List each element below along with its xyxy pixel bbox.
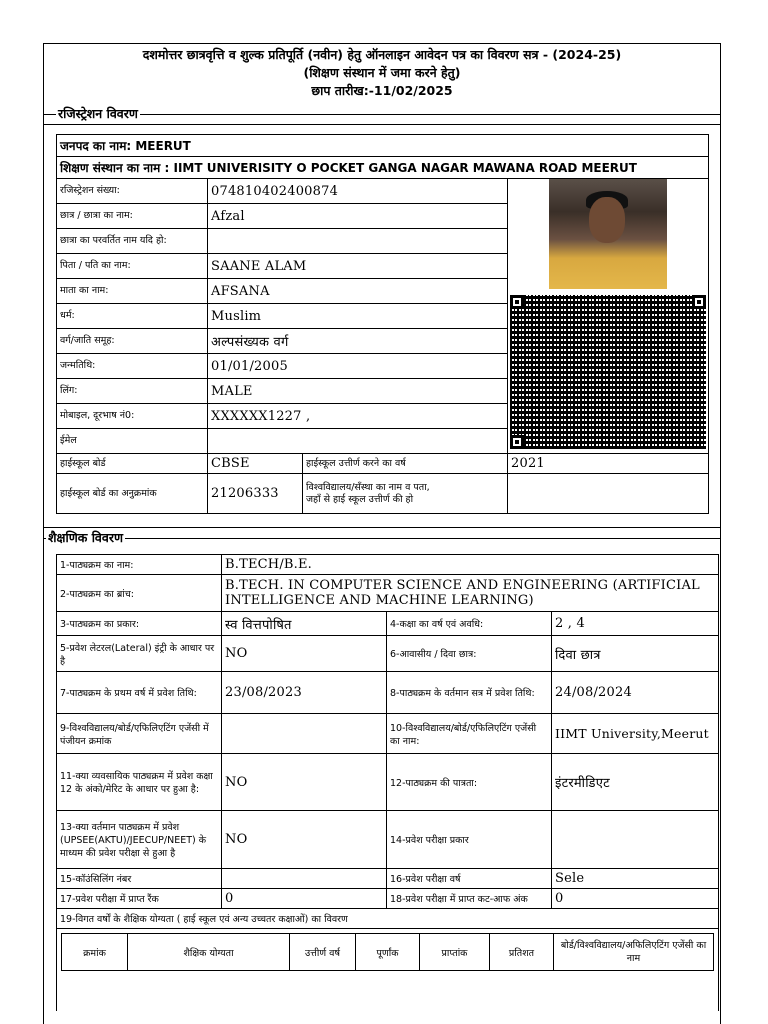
hs-board-value: CBSE — [208, 454, 303, 474]
qual-header-board-name: बोर्ड/विश्वविद्यालय/अफिलिएटिंग एजेंसी का नाम — [554, 934, 714, 971]
email-label: ईमेल — [57, 429, 208, 454]
entrance-admission-value: NO — [222, 811, 387, 869]
residential-label: 6-आवासीय / दिवा छात्र: — [387, 636, 552, 672]
current-session-date-value: 24/08/2024 — [552, 672, 719, 714]
district-name: जनपद का नाम: MEERUT — [57, 135, 709, 157]
exam-type-label: 14-प्रवेश परीक्षा प्रकार — [387, 811, 552, 869]
email-value — [208, 429, 508, 454]
mother-name-value: AFSANA — [208, 279, 508, 304]
section-divider-2 — [43, 527, 721, 528]
rank-label: 17-प्रवेश परीक्षा में प्राप्त रैंक — [57, 889, 222, 909]
student-name-value: Afzal — [208, 204, 508, 229]
hs-year-label: हाईस्कूल उत्तीर्ण करने का वर्ष — [303, 454, 508, 474]
first-year-date-value: 23/08/2023 — [222, 672, 387, 714]
counselling-number-label: 15-कॉउंसिलिंग नंबर — [57, 869, 222, 889]
hs-school-label: विश्वविद्यालय/सँस्था का नाम व पता, जहाँ से हाई स्कूल उत्तीर्ण की हो — [303, 474, 508, 514]
mobile-value: XXXXXX1227 , — [208, 404, 508, 429]
registration-no-value — [222, 714, 387, 754]
agency-name-label: 10-विश्वविद्यालय/बोर्ड/एफिलिएटिंग एजेंसी का नाम: — [387, 714, 552, 754]
qual-header-obtained-marks: प्राप्तांक — [420, 934, 490, 971]
hs-year-value: 2021 — [508, 454, 709, 474]
hs-roll-label: हाईस्कूल बोर्ड का अनुक्रमांक — [57, 474, 208, 514]
rank-value: 0 — [222, 889, 387, 909]
registration-number-label: रजिस्ट्रेशन संख्या: — [57, 179, 208, 204]
father-name-label: पिता / पति का नाम: — [57, 254, 208, 279]
eligibility-value: इंटरमीडिएट — [552, 754, 719, 811]
category-label: वर्ग/जाति समूह: — [57, 329, 208, 354]
section-border — [44, 124, 721, 125]
academic-section-title: शैक्षणिक विवरण — [48, 530, 123, 545]
agency-name-value: IIMT University,Meerut — [552, 714, 719, 754]
entrance-admission-label: 13-क्या वर्तमान पाठ्यक्रम में प्रवेश (UPSEE(AKTU)/JEECUP/NEET) के माध्यम की प्रवेश परीक्षा से हुआ है — [57, 811, 222, 869]
first-year-date-label: 7-पाठ्यक्रम के प्रथम वर्ष में प्रवेश तिथि: — [57, 672, 222, 714]
header-title: दशमोत्तर छात्रवृत्ति व शुल्क प्रतिपूर्ति (नवीन) हेतु ऑनलाइन आवेदन पत्र का विवरण सत्र - (2024-25) — [142, 47, 622, 62]
form-header — [44, 44, 720, 100]
course-name-value: B.TECH/B.E. — [222, 555, 719, 575]
qual-header-qualification: शैक्षिक योग्यता — [128, 934, 290, 971]
lateral-entry-label: 5-प्रवेश लेटरल(Lateral) इंट्री के आधार पर है — [57, 636, 222, 672]
student-name-label: छात्र / छात्रा का नाम: — [57, 204, 208, 229]
student-photo — [549, 179, 667, 289]
registration-number-value: 074810402400874 — [208, 179, 508, 204]
qr-code-image — [510, 295, 706, 449]
section-border-2 — [44, 538, 721, 539]
header-subtitle: (शिक्षण संस्थान में जमा करने हेतु) — [303, 65, 461, 80]
qualification-container — [57, 929, 719, 1012]
eligibility-label: 12-पाठ्यक्रम की पात्रता: — [387, 754, 552, 811]
gender-value: MALE — [208, 379, 508, 404]
mobile-label: मोबाइल, दूरभाष नं0: — [57, 404, 208, 429]
photo-qr-cell — [508, 179, 709, 454]
mother-name-label: माता का नाम: — [57, 279, 208, 304]
course-type-value: स्व वित्तपोषित — [222, 612, 387, 636]
qual-header-percentage: प्रतिशत — [490, 934, 554, 971]
counselling-number-value — [222, 869, 387, 889]
section-divider — [43, 114, 721, 115]
father-name-value: SAANE ALAM — [208, 254, 508, 279]
registration-table — [56, 134, 709, 514]
academic-table — [56, 554, 719, 1011]
print-date: छाप तारीख:-11/02/2025 — [311, 83, 453, 98]
qual-header-total-marks: पूर्णांक — [356, 934, 420, 971]
category-value: अल्पसंख्यक वर्ग — [208, 329, 508, 354]
cutoff-label: 18-प्रवेश परीक्षा में प्राप्त कट-आफ अंक — [387, 889, 552, 909]
exam-year-value: Sele — [552, 869, 719, 889]
religion-label: धर्म: — [57, 304, 208, 329]
hs-board-label: हाईस्कूल बोर्ड — [57, 454, 208, 474]
religion-value: Muslim — [208, 304, 508, 329]
dob-value: 01/01/2005 — [208, 354, 508, 379]
institution-name: शिक्षण संस्थान का नाम : IIMT UNIVERISITY O POCKET GANGA NAGAR MAWANA ROAD MEERUT — [57, 157, 709, 179]
registration-section-title: रजिस्ट्रेशन विवरण — [58, 106, 138, 121]
branch-value: B.TECH. IN COMPUTER SCIENCE AND ENGINEERING (ARTIFICIAL INTELLIGENCE AND MACHINE LEARNING) — [222, 575, 719, 612]
dob-label: जन्मतिथि: — [57, 354, 208, 379]
qualification-table — [61, 933, 714, 971]
changed-name-label: छात्रा का परवर्तित नाम यदि हो: — [57, 229, 208, 254]
qualification-title: 19-विगत वर्षों के शैक्षिक योग्यता ( हाई स्कूल एवं अन्य उच्चतर कक्षाओं) का विवरण — [57, 909, 719, 929]
qual-header-serial: क्रमांक — [62, 934, 128, 971]
cutoff-value: 0 — [552, 889, 719, 909]
form-frame — [43, 43, 721, 1024]
registration-no-label: 9-विश्वविद्यालय/बोर्ड/एफिलिएटिंग एजेंसी में पंजीयन क्रमांक — [57, 714, 222, 754]
class-year-value: 2 , 4 — [552, 612, 719, 636]
hs-roll-value: 21206333 — [208, 474, 303, 514]
lateral-entry-value: NO — [222, 636, 387, 672]
course-name-label: 1-पाठ्यक्रम का नाम: — [57, 555, 222, 575]
current-session-date-label: 8-पाठ्यक्रम के वर्तमान सत्र में प्रवेश तिथि: — [387, 672, 552, 714]
course-type-label: 3-पाठ्यक्रम का प्रकार: — [57, 612, 222, 636]
merit-admission-value: NO — [222, 754, 387, 811]
branch-label: 2-पाठ्यक्रम का ब्रांच: — [57, 575, 222, 612]
merit-admission-label: 11-क्या व्यवसायिक पाठ्यक्रम में प्रवेश कक्षा 12 के अंको/मेरिट के आधार पर हुआ है: — [57, 754, 222, 811]
qual-header-pass-year: उत्तीर्ण वर्ष — [290, 934, 356, 971]
gender-label: लिंग: — [57, 379, 208, 404]
hs-school-value — [508, 474, 709, 514]
changed-name-value — [208, 229, 508, 254]
exam-type-value — [552, 811, 719, 869]
residential-value: दिवा छात्र — [552, 636, 719, 672]
class-year-label: 4-कक्षा का वर्ष एवं अवधि: — [387, 612, 552, 636]
exam-year-label: 16-प्रवेश परीक्षा वर्ष — [387, 869, 552, 889]
